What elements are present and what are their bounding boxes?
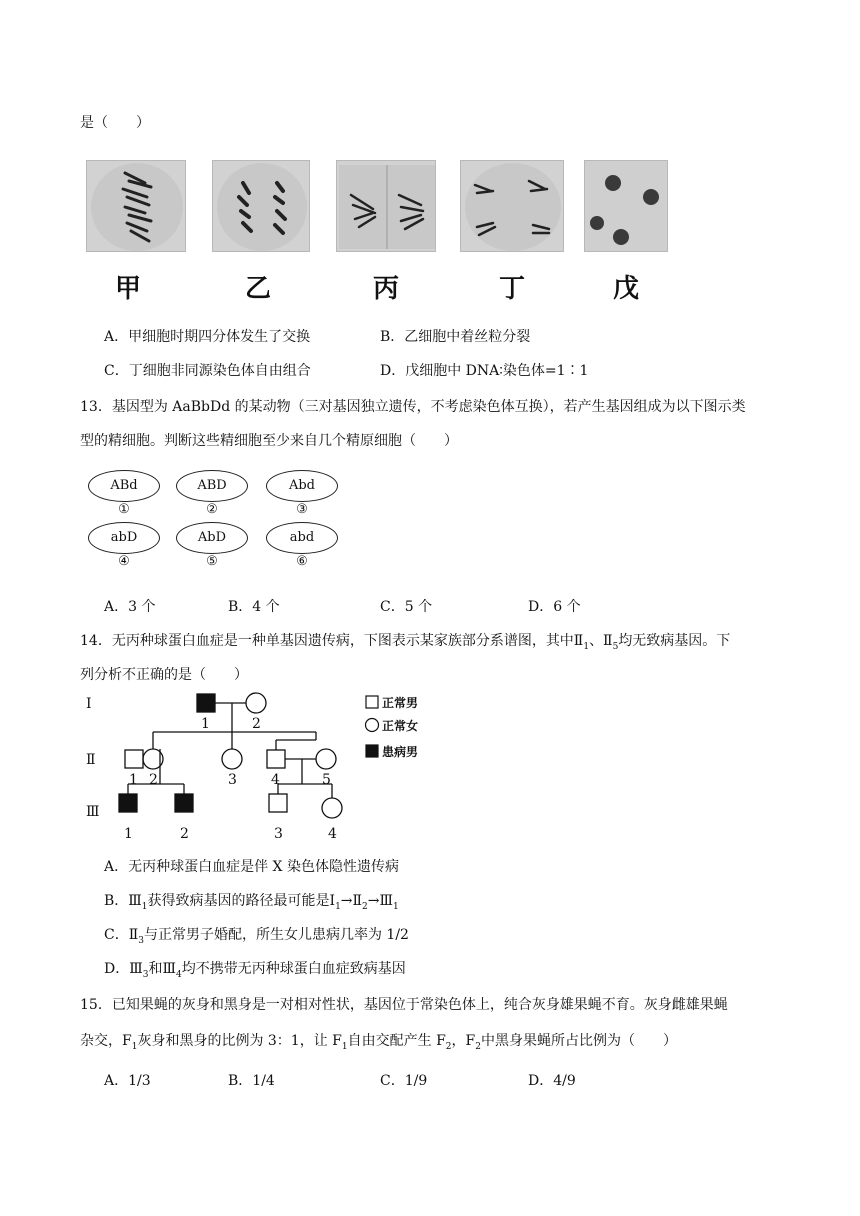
pedigree-affected-male-i1	[197, 694, 215, 712]
cell-image-wu	[584, 160, 668, 252]
q13-option-b: B．4 个	[228, 599, 280, 615]
gen-label-i: Ⅰ	[86, 696, 92, 712]
sperm-cell-number: ③	[296, 502, 308, 517]
legend-normal-male: 正常男	[382, 696, 419, 710]
q12-stem-tail: 是（ ）	[80, 115, 150, 131]
q14-stem-line2: 列分析不正确的是（ ）	[80, 667, 248, 683]
svg-text:1: 1	[129, 772, 138, 788]
tetrad-nuclei-icon	[585, 161, 668, 252]
sperm-cell-number: ⑥	[296, 554, 308, 569]
gen-label-ii: Ⅱ	[86, 752, 96, 768]
q15-option-c: C．1/9	[380, 1073, 428, 1089]
cell-image-bing	[336, 160, 436, 252]
cell-image-ding	[460, 160, 564, 252]
q14-option-d: D．$Ⅲ_3$和$Ⅲ_4$均不携带无丙种球蛋白血症致病基因	[104, 961, 406, 980]
q14-option-c: C．$Ⅱ_3$与正常男子婚配，所生女儿患病几率为 1/2	[104, 927, 409, 946]
legend-normal-male-icon	[366, 696, 378, 708]
svg-text:3: 3	[274, 826, 283, 842]
sperm-cell-oval: ABd	[88, 470, 160, 502]
svg-text:2: 2	[149, 772, 158, 788]
q12-option-b: B．乙细胞中着丝粒分裂	[380, 329, 531, 345]
q15-stem-line2: 杂交，$F_1$灰身和黑身的比例为 3：1，让 $F_1$自由交配产生 $F_2$，$F_2$中黑身果蝇所占比例为（ ）	[80, 1033, 677, 1052]
cell-label-jia: 甲	[114, 274, 141, 304]
sperm-cell-number: ②	[206, 502, 218, 517]
pedigree-affected-male-iii1	[119, 794, 137, 812]
pedigree-female-ii3	[222, 749, 242, 769]
q13-option-a: A．3 个	[104, 599, 156, 615]
cell-label-ding: 丁	[498, 274, 525, 304]
chromosome-meiosis-ii-icon	[461, 161, 564, 252]
chromosome-metaphase-icon	[87, 161, 186, 252]
q15-option-a: A．1/3	[104, 1073, 151, 1089]
legend-affected-male: 患病男	[382, 745, 419, 759]
svg-text:4: 4	[271, 772, 280, 788]
sperm-cell-oval: abD	[88, 522, 160, 554]
legend-normal-female: 正常女	[382, 719, 419, 733]
svg-text:3: 3	[228, 772, 237, 788]
q15-stem-line1: 15．已知果蝇的灰身和黑身是一对相对性状，基因位于常染色体上，纯合灰身雄果蝇不育。灰身雌雄果蝇	[80, 997, 728, 1013]
sperm-cell-number: ①	[118, 502, 130, 517]
pedigree-female-i2	[246, 693, 266, 713]
chromosome-telophase-icon	[337, 161, 436, 252]
q13-option-c: C．5 个	[380, 599, 433, 615]
pedigree-chart	[80, 688, 440, 844]
pedigree-male-iii3	[269, 794, 287, 812]
pedigree-female-ii5	[316, 749, 336, 769]
svg-text:4: 4	[328, 826, 337, 842]
sperm-cell-number: ⑤	[206, 554, 218, 569]
cell-image-jia	[86, 160, 186, 252]
q15-option-b: B．1/4	[228, 1073, 275, 1089]
sperm-cell-oval: abd	[266, 522, 338, 554]
pedigree-affected-male-iii2	[175, 794, 193, 812]
svg-text:5: 5	[322, 772, 331, 788]
svg-text:1: 1	[124, 826, 133, 842]
q12-option-a: A．甲细胞时期四分体发生了交换	[104, 329, 311, 345]
cell-label-yi: 乙	[244, 274, 271, 304]
gen-label-iii: Ⅲ	[86, 804, 100, 820]
q13-option-d: D．6 个	[528, 599, 581, 615]
q15-option-d: D．4/9	[528, 1073, 576, 1089]
q12-option-c: C．丁细胞非同源染色体自由组合	[104, 363, 311, 379]
q14-option-a: A．无丙种球蛋白血症是伴 X 染色体隐性遗传病	[104, 859, 399, 875]
sperm-cell-oval: AbD	[176, 522, 248, 554]
q12-option-d: D．戊细胞中 DNA∶染色体=1∶1	[380, 363, 589, 379]
pedigree-male-ii1	[125, 750, 143, 768]
svg-text:1: 1	[201, 716, 210, 732]
legend-normal-female-icon	[366, 719, 379, 732]
cell-label-bing: 丙	[372, 274, 399, 304]
pedigree-female-iii4	[322, 798, 342, 818]
svg-text:2: 2	[252, 716, 261, 732]
q13-stem-line1: 13．基因型为 AaBbDd 的某动物（三对基因独立遗传，不考虑染色体互换），若产生基因组成为以下图示类	[80, 399, 746, 415]
q14-stem-line1: 14．无丙种球蛋白血症是一种单基因遗传病，下图表示某家族部分系谱图，其中$Ⅱ_1$、$Ⅱ_5$均无致病基因。下	[80, 633, 731, 652]
svg-text:2: 2	[180, 826, 189, 842]
legend-affected-male-icon	[366, 745, 378, 757]
cell-image-yi	[212, 160, 310, 252]
cell-label-wu: 戊	[612, 274, 639, 304]
q13-stem-line2: 型的精细胞。判断这些精细胞至少来自几个精原细胞（ ）	[80, 433, 458, 449]
chromosome-anaphase-icon	[213, 161, 310, 252]
sperm-cell-oval: ABD	[176, 470, 248, 502]
sperm-cell-number: ④	[118, 554, 130, 569]
q14-option-b: B．$Ⅲ_1$获得致病基因的路径最可能是$Ⅰ_1\to Ⅱ_2\to Ⅲ_1$	[104, 893, 399, 912]
pedigree-male-ii4	[267, 750, 285, 768]
sperm-cell-oval: Abd	[266, 470, 338, 502]
